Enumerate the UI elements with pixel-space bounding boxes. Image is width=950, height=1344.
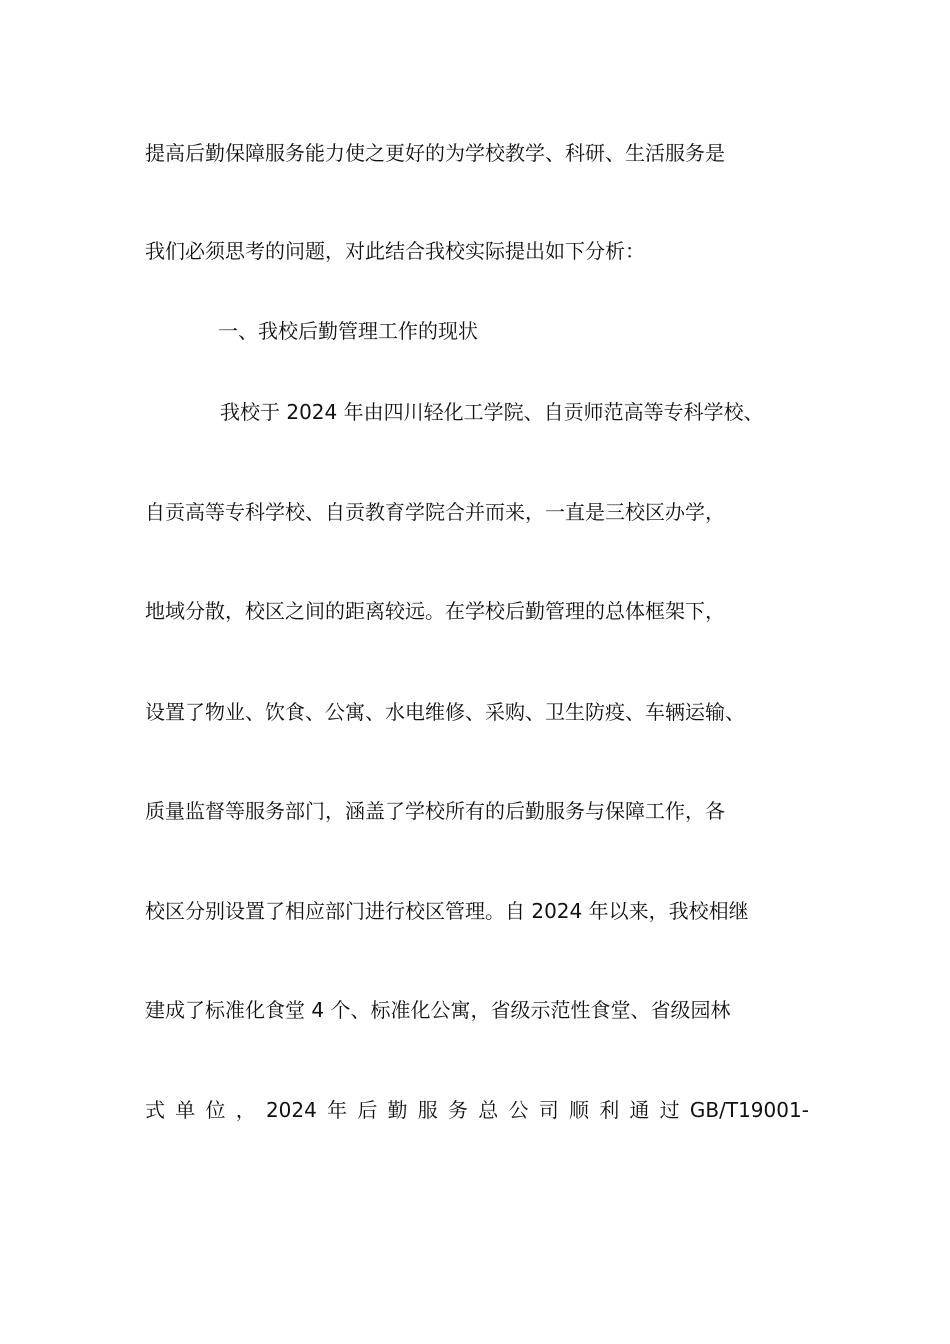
token: 年 <box>327 1098 348 1122</box>
token: 务 <box>448 1098 469 1122</box>
paragraph-line-10-justified <box>145 1096 809 1124</box>
paragraph-line-7: 质量监督等服务部门，涵盖了学校所有的后勤服务与保障工作，各 <box>145 799 725 823</box>
token: 位 <box>205 1098 226 1122</box>
token: 式 <box>145 1098 165 1122</box>
paragraph-line-8: 校区分别设置了相应部门进行校区管理。自 2024 年以来，我校相继 <box>145 899 749 923</box>
paragraph-line-3: 我校于 2024 年由四川轻化工学院、自贡师范高等专科学校、 <box>220 400 764 424</box>
token: 勤 <box>387 1098 408 1122</box>
paragraph-line-9: 建成了标准化食堂 4 个、标准化公寓，省级示范性食堂、省级园林 <box>145 998 731 1022</box>
paragraph-line-1: 提高后勤保障服务能力使之更好的为学校教学、科研、生活服务是 <box>145 141 725 165</box>
token: 顺 <box>568 1098 589 1122</box>
token: 后 <box>357 1098 378 1122</box>
section-heading: 一、我校后勤管理工作的现状 <box>218 319 478 343</box>
token: 总 <box>478 1098 499 1122</box>
token: ， <box>235 1098 256 1122</box>
paragraph-line-5: 地域分散，校区之间的距离较远。在学校后勤管理的总体框架下， <box>145 599 725 623</box>
token: 2024 <box>265 1098 317 1122</box>
paragraph-line-2: 我们必须思考的问题，对此结合我校实际提出如下分析： <box>145 239 645 263</box>
token: 利 <box>599 1098 620 1122</box>
token: 公 <box>508 1098 529 1122</box>
token: 服 <box>417 1098 438 1122</box>
token: GB/T19001- <box>689 1098 809 1122</box>
token: 过 <box>659 1098 680 1122</box>
paragraph-line-4: 自贡高等专科学校、自贡教育学院合并而来，一直是三校区办学， <box>145 500 725 524</box>
token: 单 <box>175 1098 196 1122</box>
token: 通 <box>629 1098 650 1122</box>
token: 司 <box>538 1098 559 1122</box>
paragraph-line-6: 设置了物业、饮食、公寓、水电维修、采购、卫生防疫、车辆运输、 <box>145 700 745 724</box>
